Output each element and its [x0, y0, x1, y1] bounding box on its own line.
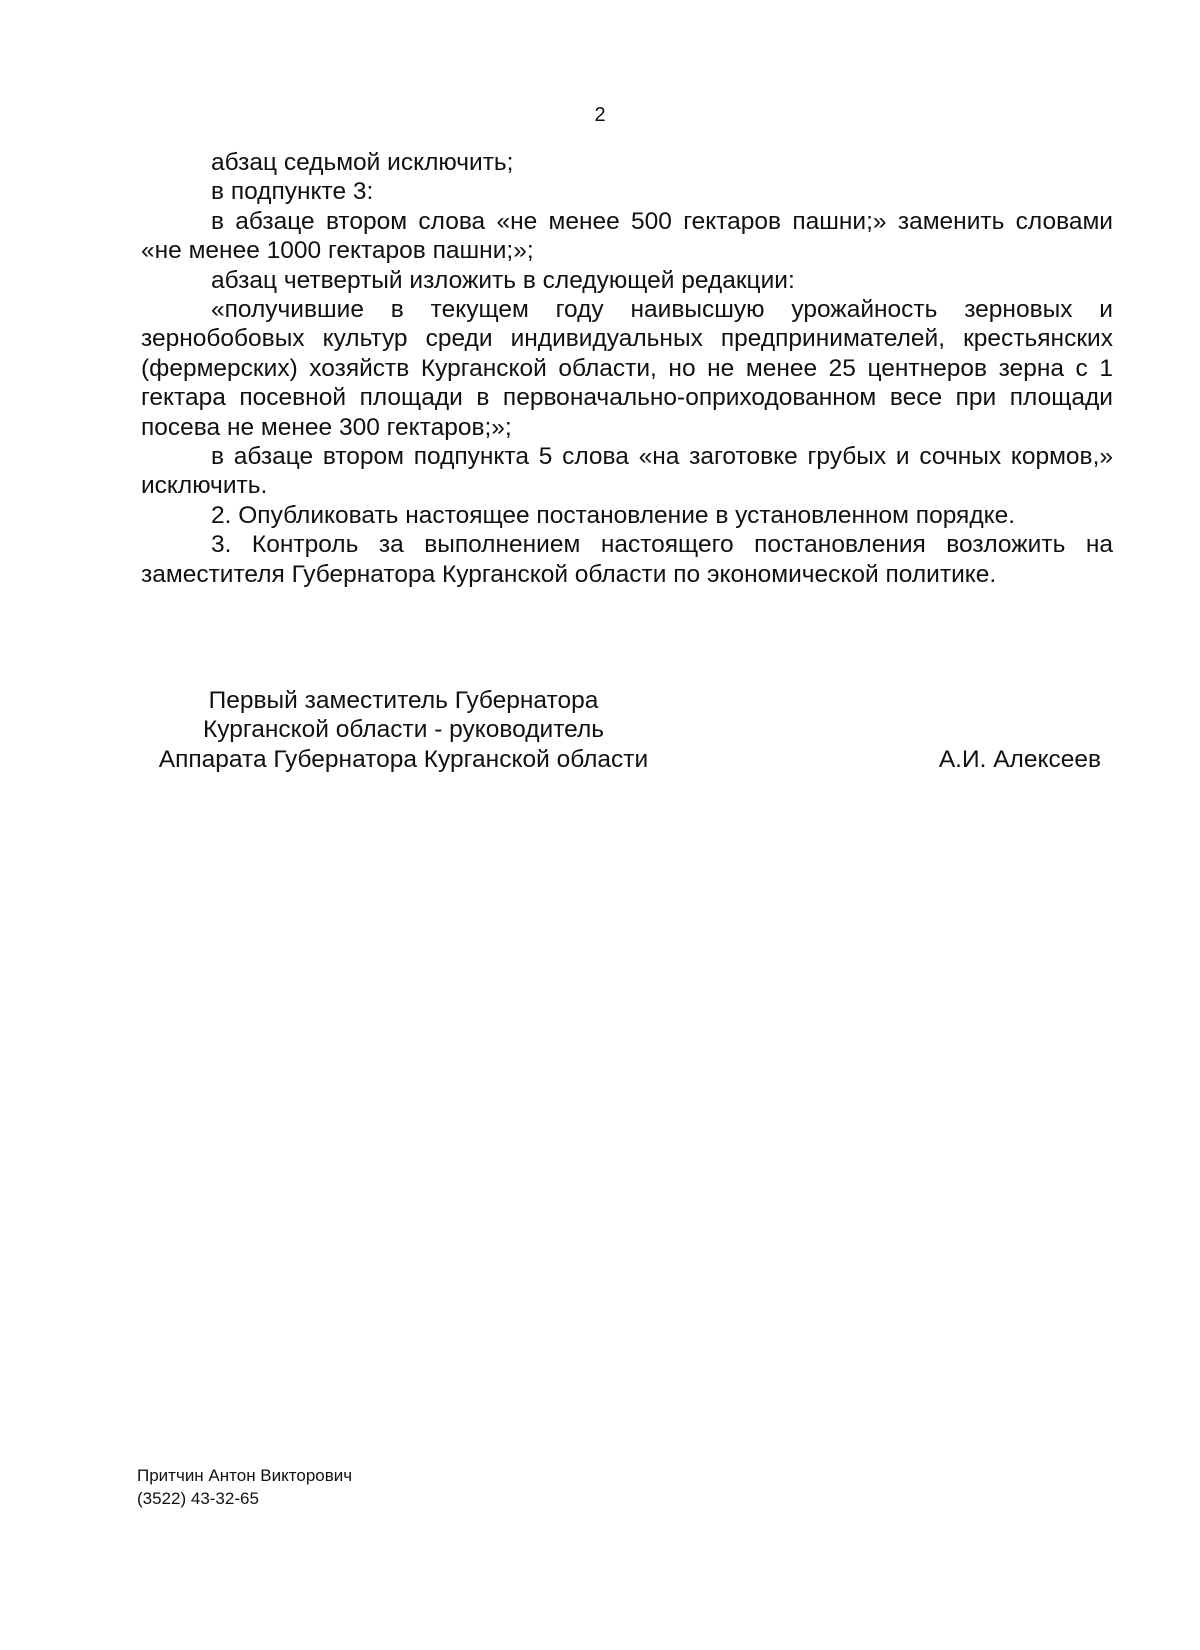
- paragraph: в абзаце втором слова «не менее 500 гектаров пашни;» заменить словами «не менее 1000 гектаров пашни;»;: [141, 207, 1113, 265]
- paragraph: абзац четвертый изложить в следующей редакции:: [211, 266, 795, 294]
- document-body: [141, 148, 1113, 589]
- paragraph: «получившие в текущем году наивысшую урожайность зерновых и зернобобовых культур среди индивидуальных предпринимателей, крестьянских (фермерских) хозяйств Курганской области, но не менее 25 центнеров зерна с 1 гектара посевной площади в первоначально-оприходованном весе при площади посева не менее 300 гектаров;»;: [141, 296, 1113, 441]
- signatory-position-line: Первый заместитель Губернатора: [208, 687, 599, 714]
- signatory-name: А.И. Алексеев: [938, 745, 1101, 773]
- executor-name: Притчин Антон Викторович: [137, 1466, 353, 1485]
- executor-phone: (3522) 43-32-65: [137, 1489, 259, 1508]
- executor-info: [137, 1464, 352, 1510]
- paragraph: в абзаце втором подпункта 5 слова «на заготовке грубых и сочных кормов,» исключить.: [141, 443, 1113, 500]
- paragraph: 2. Опубликовать настоящее постановление в установленном порядке.: [211, 501, 1016, 529]
- signatory-position: [141, 686, 666, 774]
- page-number: 2: [594, 104, 606, 126]
- signatory-position-line: Курганской области - руководитель: [202, 716, 605, 744]
- paragraph: 3. Контроль за выполнением настоящего постановления возложить на заместителя Губернатора Курганской области по экономической политике.: [141, 531, 1113, 588]
- paragraph: в подпункте 3:: [211, 178, 374, 206]
- signatory-position-line: Аппарата Губернатора Курганской области: [158, 745, 649, 773]
- paragraph: абзац седьмой исключить;: [211, 149, 514, 176]
- signature-block: [141, 686, 1113, 774]
